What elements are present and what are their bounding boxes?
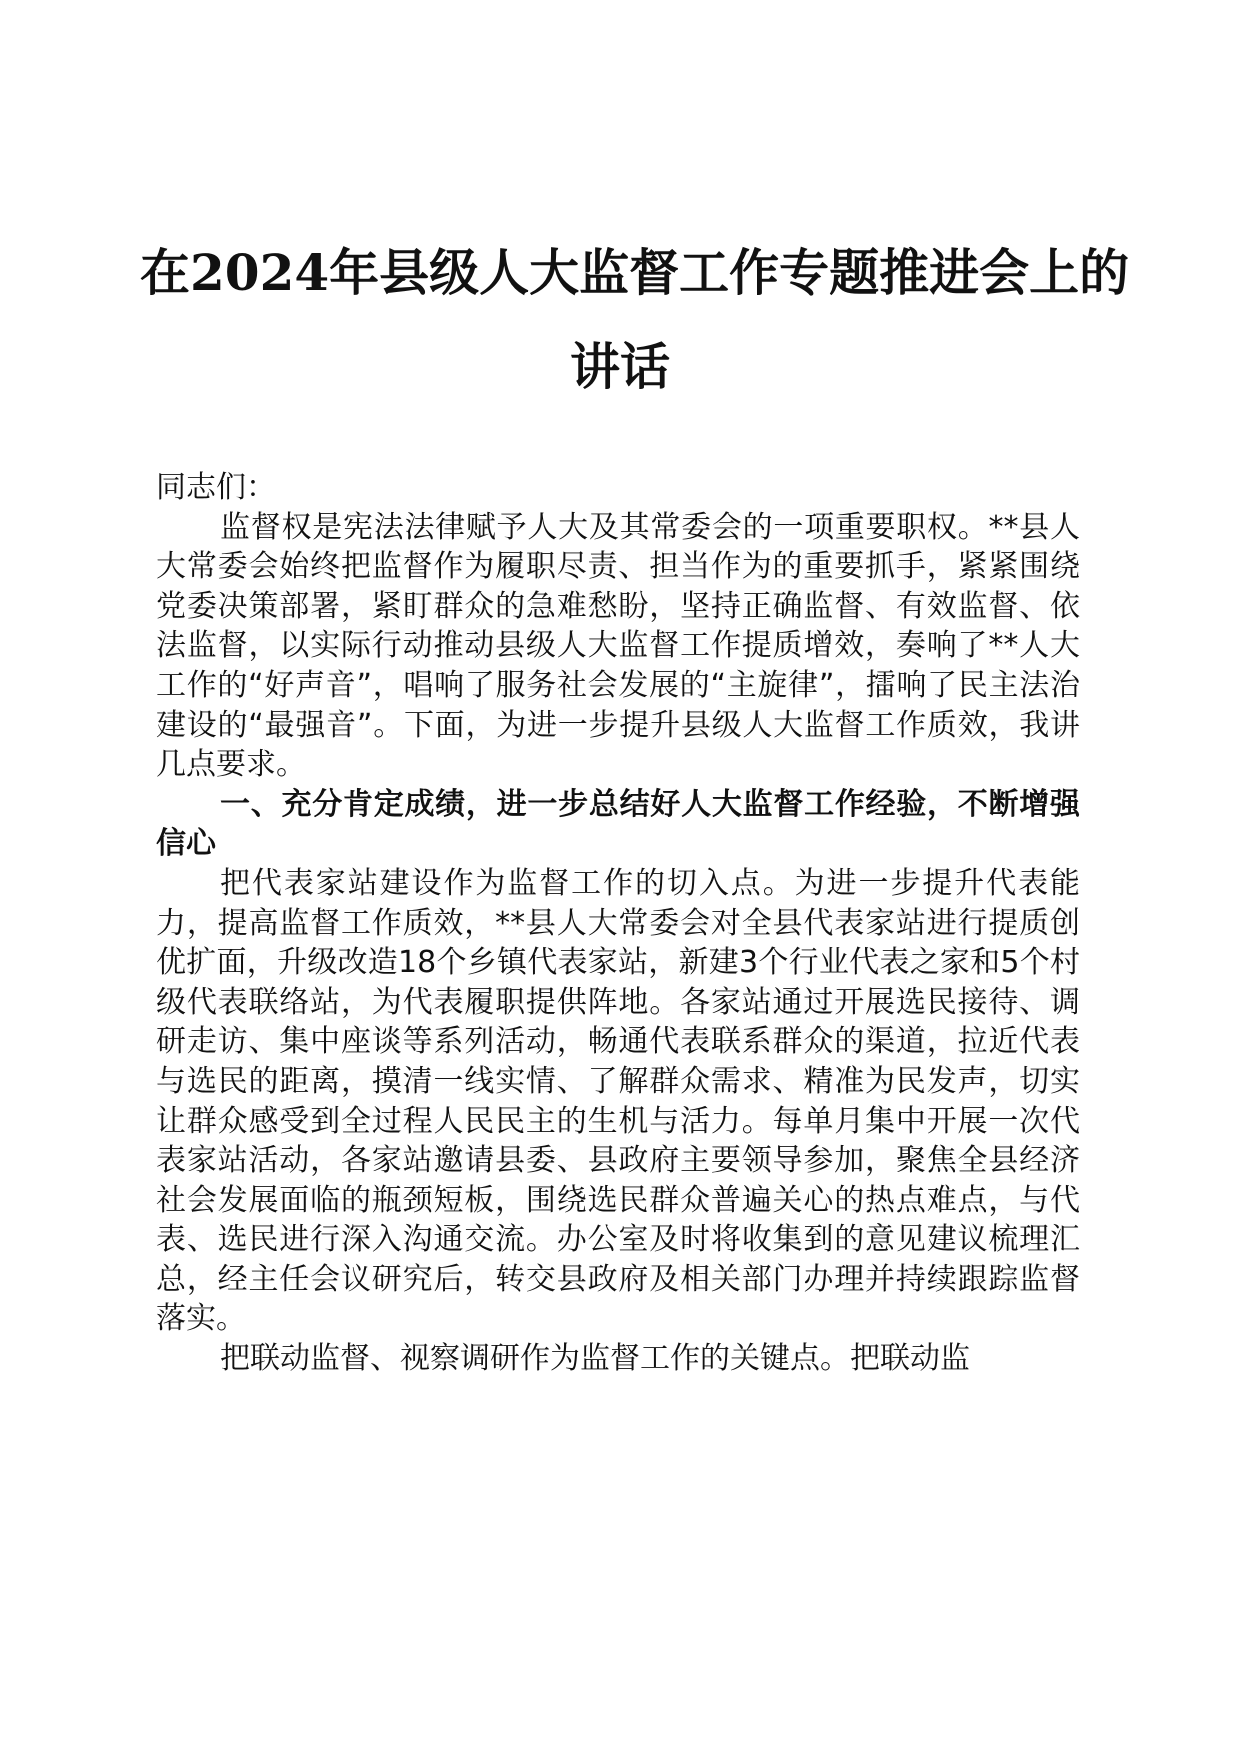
- section-heading-1: 一、充分肯定成绩，进一步总结好人大监督工作经验，不断增强信心: [156, 786, 1080, 862]
- body-paragraph-joint-supervision: 把联动监督、视察调研作为监督工作的关键点。把联动监: [220, 1341, 970, 1377]
- title-line-2: 讲话: [570, 337, 670, 396]
- title-line-1: 在2024年县级人大监督工作专题推进会上的: [140, 243, 1130, 302]
- body-paragraph-stations: 把代表家站建设作为监督工作的切入点。为进一步提升代表能力，提高监督工作质效，**县人大常委会对全县代表家站进行提质创优扩面，升级改造18个乡镇代表家站，新建3个行业代表之家和5个村级代表联络站，为代表履职提供阵地。各家站通过开展选民接待、调研走访、集中座谈等系列活动，畅通代表联系群众的渠道，拉近代表与选民的距离，摸清一线实情、了解群众需求、精准为民发声，切实让群众感受到全过程人民民主的生机与活力。每单月集中开展一次代表家站活动，各家站邀请县委、县政府主要领导参加，聚焦全县经济社会发展面临的瓶颈短板，围绕选民群众普遍关心的热点难点，与代表、选民进行深入沟通交流。办公室及时将收集到的意见建议梳理汇总，经主任会议研究后，转交县政府及相关部门办理并持续跟踪监督落实。: [156, 865, 1080, 1337]
- document-title: [140, 226, 1130, 414]
- document-body: [156, 468, 1080, 1379]
- body-paragraph-intro: 监督权是宪法法律赋予人大及其常委会的一项重要职权。**县人大常委会始终把监督作为履职尽责、担当作为的重要抓手，紧紧围绕党委决策部署，紧盯群众的急难愁盼，坚持正确监督、有效监督、依法监督，以实际行动推动县级人大监督工作提质增效，奏响了**人大工作的“好声音”，唱响了服务社会发展的“主旋律”，擂响了民主法治建设的“最强音”。下面，为进一步提升县级人大监督工作质效，我讲几点要求。: [156, 509, 1080, 783]
- salutation: 同志们：: [156, 470, 276, 505]
